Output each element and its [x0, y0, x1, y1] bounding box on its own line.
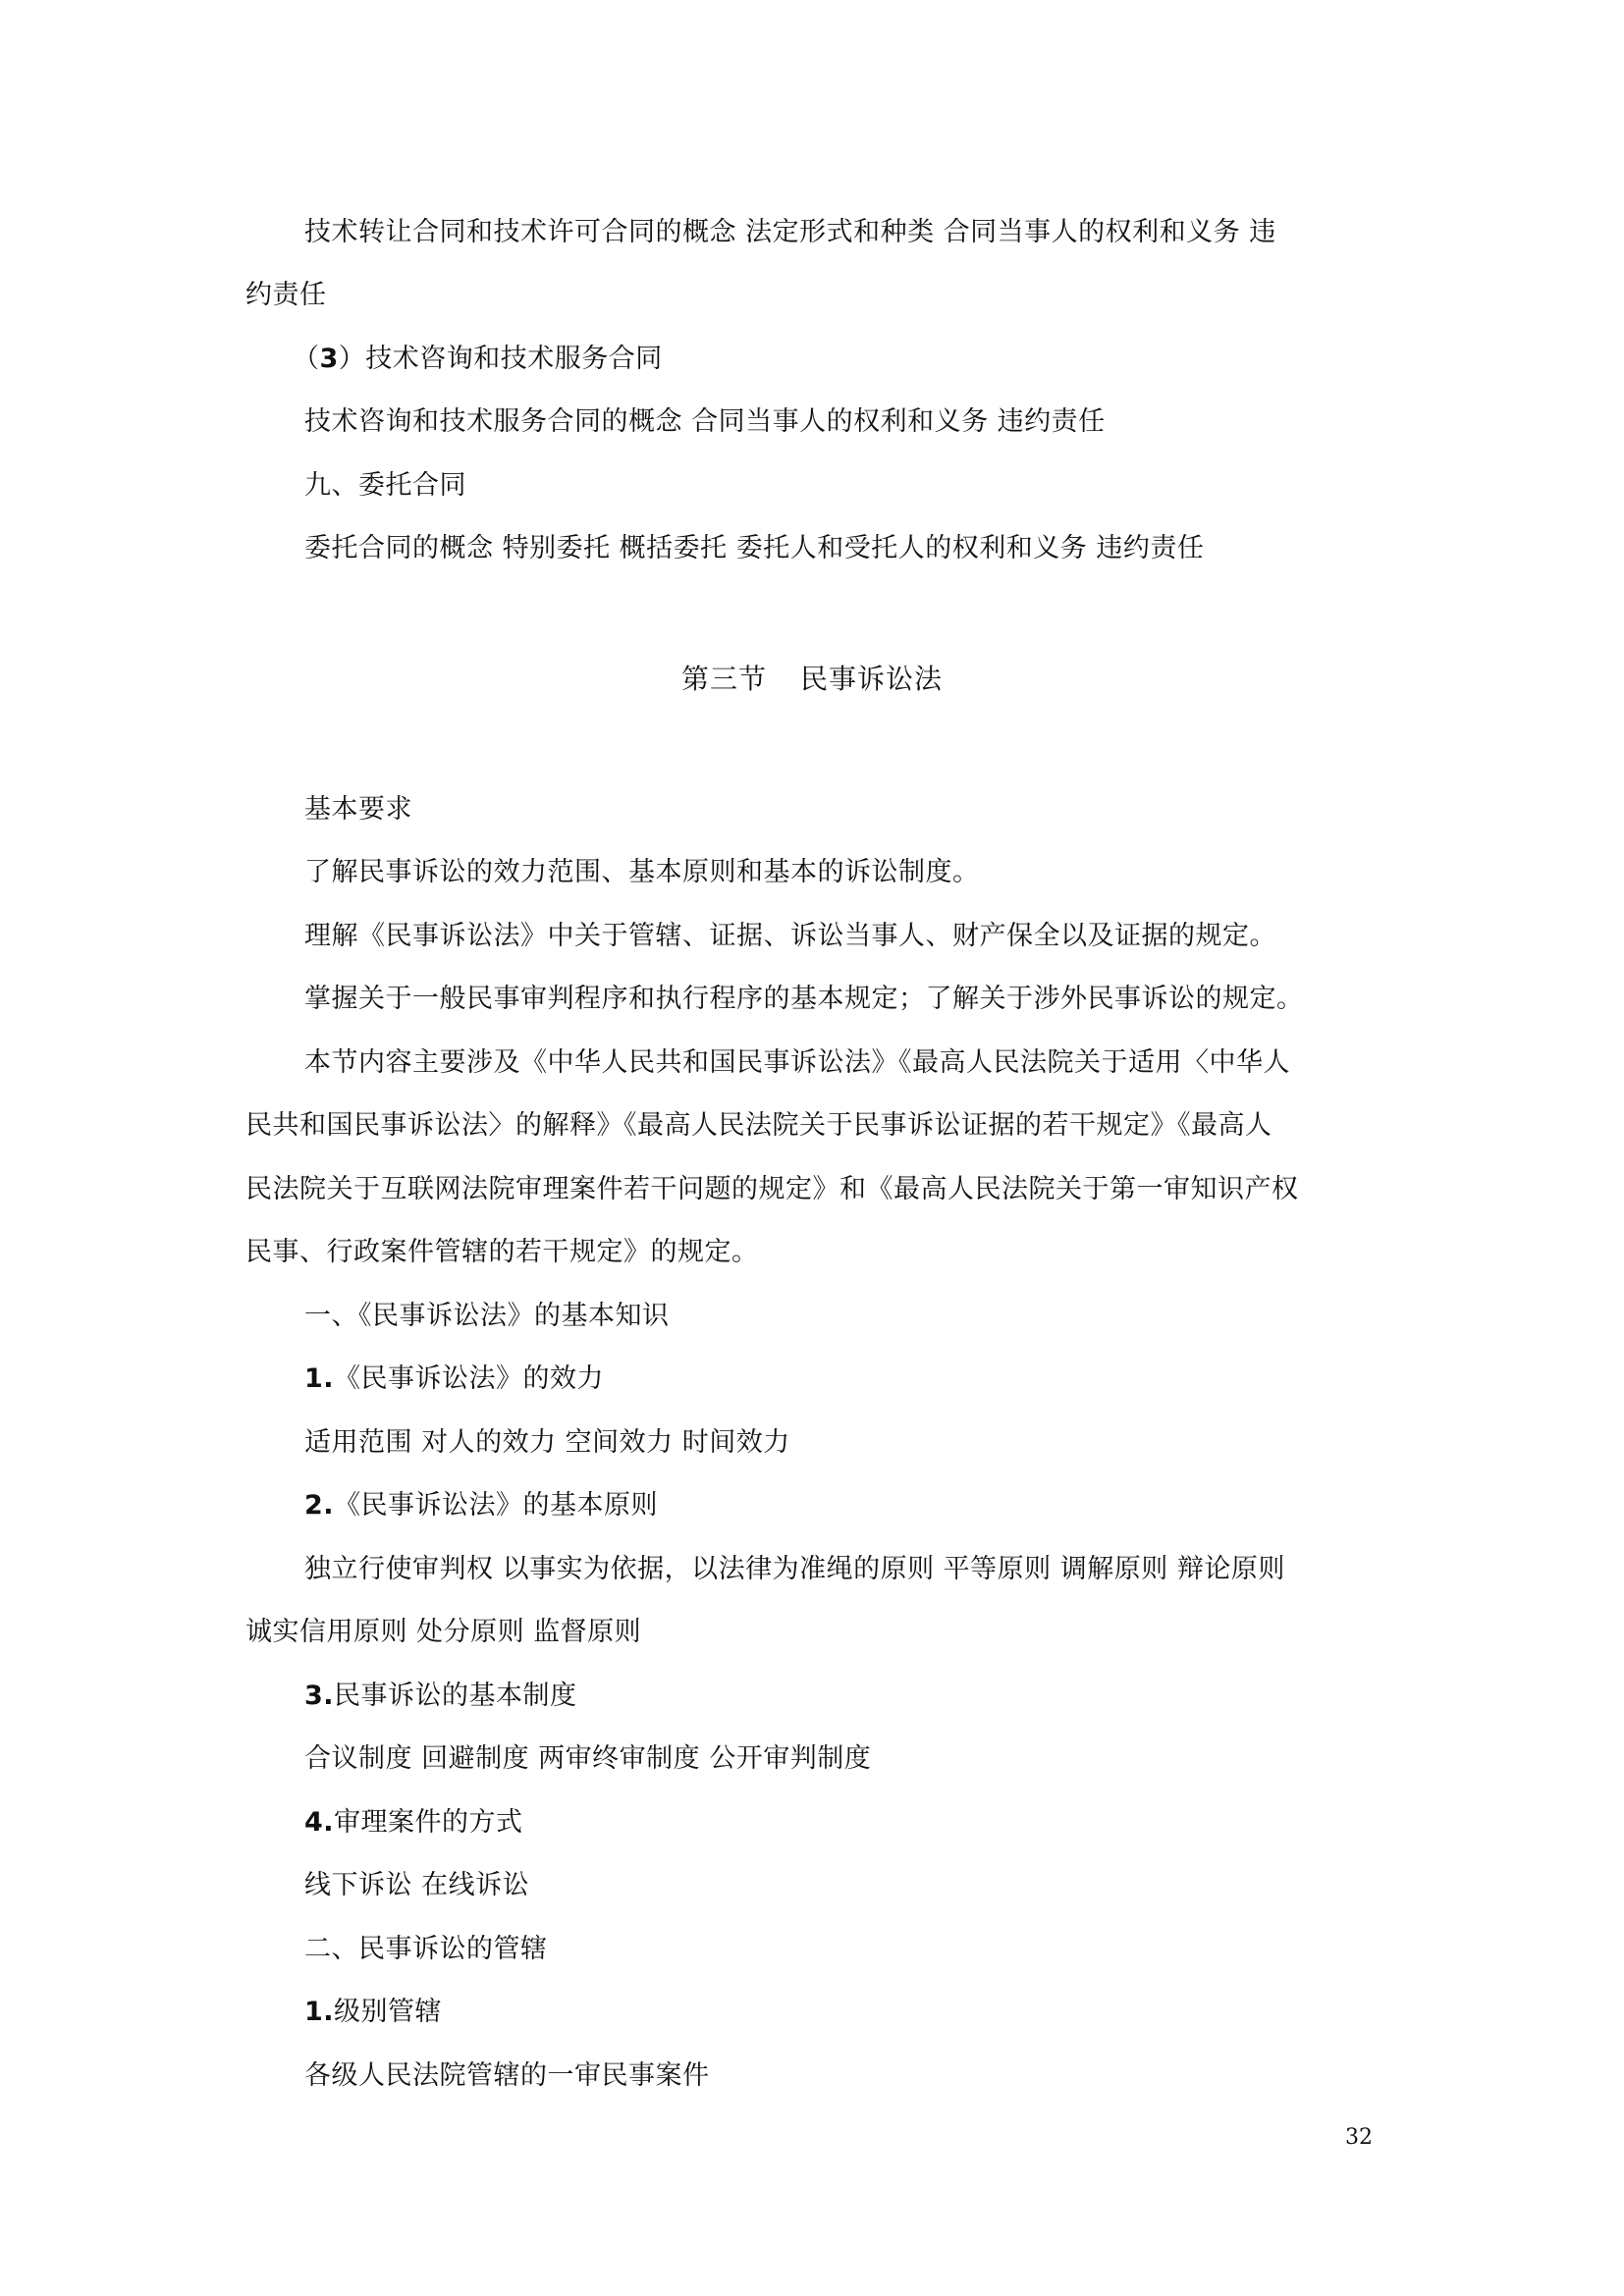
- subheading-number: 3: [319, 344, 339, 374]
- part1-item-body: 诚实信用原则 处分原则 监督原则: [245, 1617, 642, 1647]
- item-title: 《民事诉讼法》的基本原则: [334, 1490, 659, 1521]
- part1-item-body: 适用范围 对人的效力 空间效力 时间效力: [304, 1427, 790, 1458]
- item-number: 1.: [304, 1997, 335, 2027]
- body-line: 约责任: [245, 280, 327, 310]
- part1-item-body: 独立行使审判权 以事实为依据，以法律为准绳的原则 平等原则 调解原则 辩论原则: [304, 1554, 1285, 1584]
- part2-item-body: 各级人民法院管辖的一审民事案件: [304, 2060, 710, 2091]
- item-title: 审理案件的方式: [334, 1807, 523, 1838]
- body-line: 技术咨询和技术服务合同的概念 合同当事人的权利和义务 违约责任: [304, 406, 1106, 437]
- subheading-text: ）技术咨询和技术服务合同: [338, 344, 663, 374]
- item-number: 3.: [304, 1681, 335, 1711]
- scope-line: 民事、行政案件管辖的若干规定》的规定。: [245, 1237, 759, 1267]
- part2-item-title: [304, 1993, 442, 2032]
- scope-line: 民共和国民事诉讼法〉的解释》《最高人民法院关于民事诉讼证据的若干规定》《最高人: [245, 1110, 1272, 1141]
- item-title: 级别管辖: [334, 1997, 443, 2027]
- item-title: 《民事诉讼法》的效力: [334, 1363, 605, 1394]
- section-number: 第三节: [680, 663, 767, 695]
- scope-line: 民法院关于互联网法院审理案件若干问题的规定》和《最高人民法院关于第一审知识产权: [245, 1174, 1299, 1204]
- section-title: [0, 660, 1624, 699]
- part1-item-title: [304, 1486, 658, 1525]
- requirement-item: 理解《民事诉讼法》中关于管辖、证据、诉讼当事人、财产保全以及证据的规定。: [304, 921, 1276, 951]
- part1-item-title: [304, 1677, 577, 1716]
- part1-item-body: 合议制度 回避制度 两审终审制度 公开审判制度: [304, 1743, 872, 1774]
- part2-heading: 二、民事诉讼的管辖: [304, 1934, 548, 1964]
- part1-item-body: 线下诉讼 在线诉讼: [304, 1870, 530, 1900]
- scope-line: 本节内容主要涉及《中华人民共和国民事诉讼法》《最高人民法院关于适用〈中华人: [304, 1047, 1290, 1078]
- page-number: 32: [1345, 2125, 1373, 2150]
- requirement-item: 了解民事诉讼的效力范围、基本原则和基本的诉讼制度。: [304, 857, 980, 887]
- part1-item-title: [304, 1803, 523, 1842]
- paren-open: （: [293, 344, 320, 374]
- section-name: 民事诉讼法: [800, 663, 944, 695]
- item-number: 2.: [304, 1490, 335, 1521]
- item-number: 4.: [304, 1807, 335, 1838]
- item-title: 民事诉讼的基本制度: [334, 1681, 577, 1711]
- part1-item-title: [304, 1360, 604, 1399]
- body-line: 技术转让合同和技术许可合同的概念 法定形式和种类 合同当事人的权利和义务 违: [304, 217, 1276, 247]
- item-number: 1.: [304, 1363, 335, 1394]
- heading-entrustment-contract: 九、委托合同: [304, 470, 466, 501]
- requirement-item: 掌握关于一般民事审判程序和执行程序的基本规定；了解关于涉外民事诉讼的规定。: [304, 984, 1304, 1014]
- body-line: 委托合同的概念 特别委托 概括委托 委托人和受托人的权利和义务 违约责任: [304, 533, 1205, 563]
- part1-heading: 一、《民事诉讼法》的基本知识: [304, 1301, 670, 1331]
- requirements-heading: 基本要求: [304, 794, 412, 825]
- subheading-technical-consulting: [293, 340, 663, 379]
